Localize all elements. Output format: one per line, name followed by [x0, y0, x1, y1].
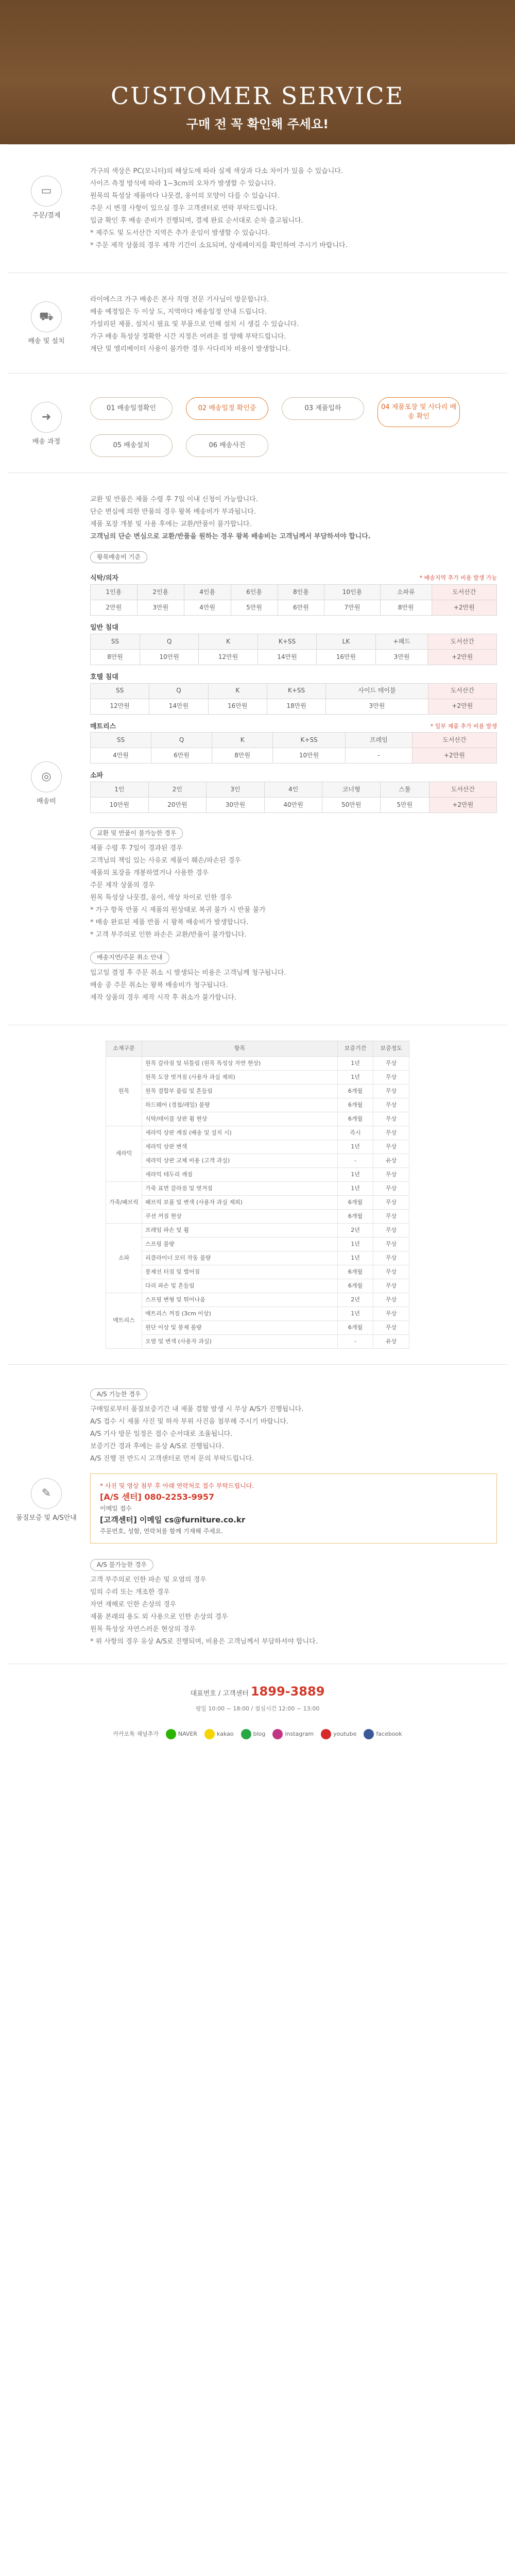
refund-line: 주문 제작 상품의 경우	[90, 882, 155, 890]
warranty-period: 6개월	[337, 1098, 373, 1112]
table-cell: +2만원	[412, 748, 496, 764]
warranty-period: 1년	[337, 1251, 373, 1265]
as-mail-label: 이메일 접수	[100, 1504, 132, 1512]
delivery-line: 가설리된 제품, 설치시 필요 및 부품으로 인해 설치 시 생길 수 있습니다.	[90, 320, 299, 328]
table-cell: 50만원	[322, 798, 381, 813]
warranty-scope: 유상	[373, 1154, 409, 1167]
table-cell: -	[345, 748, 412, 764]
cancel-line: 제작 상품의 경우 제작 시작 후 취소가 불가합니다.	[90, 993, 237, 1002]
refund-line: 제품의 포장을 개봉하였거나 사용한 경우	[90, 869, 209, 877]
order-line: 사이즈 측정 방식에 따라 1~3cm의 오차가 발생할 수 있습니다.	[90, 180, 276, 188]
warranty-row	[106, 1209, 409, 1223]
flow-step: 02 배송일정 확인중	[186, 397, 268, 420]
warranty-group: 소파	[106, 1223, 142, 1293]
warranty-scope: 무상	[373, 1279, 409, 1293]
warranty-period: 2년	[337, 1223, 373, 1237]
refund-line: 고객님의 책임 있는 사유로 제품이 훼손/파손된 경우	[90, 857, 241, 865]
as-unavailable-line: 고객 부주의로 인한 파손 및 오염의 경우	[90, 1575, 207, 1584]
youtube-link[interactable]	[321, 1729, 356, 1739]
table-cell: +2만원	[428, 699, 496, 714]
table-header: 6인용	[231, 584, 278, 600]
order-line: 가구의 색상은 PC(모니터)의 해상도에 따라 실제 색상과 다소 차이가 있을 수 있습니다.	[90, 167, 344, 175]
as-hint: 주문번호, 성함, 연락처를 함께 기재해 주세요.	[100, 1527, 224, 1535]
delivery-line: 배송 예정일은 두 이상 도, 지역마다 배송일정 안내 드립니다.	[90, 308, 267, 316]
warranty-period: 6개월	[337, 1279, 373, 1293]
cancel-line: 입고일 결정 후 주문 취소 시 발생되는 비용은 고객님께 청구됩니다.	[90, 969, 286, 977]
table-title: 매트리스	[90, 722, 116, 731]
footer	[8, 1664, 507, 1808]
flow-step: 05 배송설치	[90, 434, 173, 457]
youtube-icon	[321, 1729, 331, 1739]
shipping-line: 단순 변심에 의한 반품의 경우 왕복 배송비가 부과됩니다.	[90, 508, 256, 516]
warranty-period: 즉시	[337, 1126, 373, 1140]
warranty-scope: 무상	[373, 1293, 409, 1307]
warranty-scope: 무상	[373, 1084, 409, 1098]
truck-icon: ⛟	[31, 301, 62, 332]
table-cell: 10만원	[140, 649, 199, 665]
order-section	[8, 144, 507, 273]
as-line: A/S 접수 시 제품 사진 및 하자 부위 사진을 첨부해 주시기 바랍니다.	[90, 1417, 289, 1426]
warranty-item: 쿠션 꺼짐 현상	[142, 1209, 338, 1223]
delivery-section	[8, 273, 507, 373]
table-header: Q	[151, 733, 212, 748]
table-cell: 12만원	[91, 699, 149, 714]
warranty-row	[106, 1293, 409, 1307]
as-left-label: 품질보증 및 A/S안내	[16, 1514, 77, 1522]
table-header: 스툴	[381, 782, 429, 798]
table-title: 소파	[90, 772, 104, 780]
table-header: 도서산간	[428, 683, 496, 699]
warranty-scope: 무상	[373, 1181, 409, 1195]
warranty-table	[106, 1041, 409, 1349]
table-cell: 7만원	[324, 600, 380, 615]
order-line: 입금 확인 후 배송 준비가 진행되며, 결제 완료 순서대로 순차 출고됩니다.	[90, 217, 303, 225]
table-header: 1인	[91, 782, 149, 798]
tel-label: 대표번호 / 고객센터	[190, 1689, 249, 1698]
warranty-row	[106, 1279, 409, 1293]
table-cell: 3만원	[375, 649, 428, 665]
warranty-scope: 유상	[373, 1334, 409, 1348]
table-header: SS	[91, 683, 149, 699]
as-section	[8, 1364, 507, 1664]
as-unavailable-line: 임의 수리 또는 개조한 경우	[90, 1588, 170, 1596]
flow-label: 배송 과정	[32, 438, 61, 446]
warranty-scope: 무상	[373, 1070, 409, 1084]
warranty-item: 스프링 불량	[142, 1237, 338, 1251]
warranty-row	[106, 1112, 409, 1126]
price-table	[90, 732, 497, 764]
warranty-scope: 무상	[373, 1167, 409, 1181]
warranty-period: 2년	[337, 1293, 373, 1307]
table-header: 사이드 테이블	[326, 683, 428, 699]
as-mail[interactable]: [고객센터] 이메일 cs@furniture.co.kr	[100, 1515, 246, 1524]
table-header: 코너형	[322, 782, 381, 798]
warranty-row	[106, 1070, 409, 1084]
warranty-item: 오염 및 변색 (사용자 과실)	[142, 1334, 338, 1348]
flow-step: 01 배송일정확인	[90, 397, 173, 420]
warranty-scope: 무상	[373, 1320, 409, 1334]
warranty-item: 패브릭 보풀 및 변색 (사용자 과실 제외)	[142, 1195, 338, 1209]
table-header: K	[208, 683, 267, 699]
as-tag: A/S 기능한 경우	[90, 1388, 147, 1400]
table-cell: +2만원	[432, 600, 496, 615]
table-cell: 12만원	[199, 649, 258, 665]
table-cell: 14만원	[258, 649, 316, 665]
table-cell: 3만원	[326, 699, 428, 714]
refund-warning: * 가구 항목 반품 시 제품의 원상태로 복귀 불가 시 반품 불가	[90, 906, 266, 914]
warranty-item: 리클라이너 모터 작동 불량	[142, 1251, 338, 1265]
table-cell: 5만원	[231, 600, 278, 615]
table-cell: 5만원	[381, 798, 429, 813]
table-header: 2인	[148, 782, 207, 798]
table-header: 10인용	[324, 584, 380, 600]
warranty-row	[106, 1307, 409, 1320]
table-cell: 4만원	[91, 748, 151, 764]
table-cell: 20만원	[148, 798, 207, 813]
kakao-icon	[204, 1729, 215, 1739]
order-warning: * 제주도 및 도서산간 지역은 추가 운임이 발생할 수 있습니다.	[90, 229, 270, 237]
warranty-row	[106, 1334, 409, 1348]
social-links	[8, 1729, 507, 1739]
warranty-group: 세라믹	[106, 1126, 142, 1181]
warranty-row	[106, 1223, 409, 1237]
table-cell: 16만원	[317, 649, 375, 665]
warranty-scope: 무상	[373, 1195, 409, 1209]
table-header: K+SS	[267, 683, 325, 699]
warranty-item: 원단 이상 및 봉제 불량	[142, 1320, 338, 1334]
price-table	[90, 782, 497, 813]
table-header: 도서산간	[429, 782, 496, 798]
table-header: 도서산간	[428, 634, 497, 649]
page-title: CUSTOMER SERVICE	[110, 82, 405, 110]
refund-warning: * 고객 부주의로 인한 파손은 교환/반품이 불가합니다.	[90, 931, 247, 939]
refund-line: 원목 특성상 나뭇결, 옹이, 색상 차이로 인한 경우	[90, 894, 232, 902]
warranty-period: -	[337, 1334, 373, 1348]
table-cell: 8만원	[212, 748, 273, 764]
social-label: 카카오톡 채널추가	[113, 1731, 159, 1738]
blog-link[interactable]	[241, 1729, 266, 1739]
table-header: 2인용	[137, 584, 184, 600]
table-header: Q	[140, 634, 199, 649]
instagram-icon	[272, 1729, 283, 1739]
price-table	[90, 634, 497, 665]
table-header: 3인	[207, 782, 265, 798]
table-header: Q	[149, 683, 208, 699]
warranty-scope: 무상	[373, 1140, 409, 1154]
warranty-row	[106, 1167, 409, 1181]
warranty-item: 매트리스 꺼짐 (3cm 이상)	[142, 1307, 338, 1320]
table-cell: 10만원	[273, 748, 346, 764]
warranty-row	[106, 1181, 409, 1195]
table-header: K	[212, 733, 273, 748]
table-header: 4인	[264, 782, 322, 798]
table-cell: 8만원	[91, 649, 140, 665]
box-icon: ◎	[31, 761, 62, 792]
table-cell: 14만원	[149, 699, 208, 714]
table-header: SS	[91, 634, 140, 649]
warranty-item: 봉제선 터짐 및 벌어짐	[142, 1265, 338, 1279]
warranty-row	[106, 1084, 409, 1098]
warranty-item: 원목 결합부 풀림 및 흔들림	[142, 1084, 338, 1098]
shipping-tag: 왕복배송비 기준	[90, 551, 147, 563]
warranty-item: 세라믹 상판 변색	[142, 1140, 338, 1154]
warranty-item: 다리 파손 및 흔들림	[142, 1279, 338, 1293]
warranty-row	[106, 1140, 409, 1154]
flow-step: 03 제품입하	[282, 397, 364, 420]
shipping-label: 배송비	[37, 798, 56, 805]
table-title: 호텔 침대	[90, 673, 118, 681]
order-warning: * 주문 제작 상품의 경우 제작 기간이 소요되며, 상세페이지를 확인하여 주시기 바랍니다.	[90, 242, 348, 249]
price-table	[90, 584, 497, 616]
warranty-item: 세라믹 상판 교체 비용 (고객 과실)	[142, 1154, 338, 1167]
warranty-row	[106, 1265, 409, 1279]
warranty-period: 6개월	[337, 1320, 373, 1334]
warranty-group: 매트리스	[106, 1293, 142, 1348]
table-header: LK	[317, 634, 375, 649]
card-icon: ▭	[31, 176, 62, 207]
warranty-period: 1년	[337, 1307, 373, 1320]
delivery-warning: 가구 배송 특성상 정확한 시간 지정은 어려운 점 양해 부탁드립니다.	[90, 333, 286, 341]
warranty-group: 가죽/패브릭	[106, 1181, 142, 1223]
facebook-icon	[364, 1729, 374, 1739]
cancel-tag: 배송지연/주문 취소 안내	[90, 952, 169, 963]
table-header: K+SS	[273, 733, 346, 748]
instagram-link[interactable]	[272, 1729, 314, 1739]
table-cell: 6만원	[151, 748, 212, 764]
warranty-item: 세라믹 테두리 깨짐	[142, 1167, 338, 1181]
delivery-flow-section	[8, 373, 507, 472]
as-unavailable-tag: A/S 불가능한 경우	[90, 1559, 153, 1571]
refund-line: 제품 수령 후 7일이 경과된 경우	[90, 844, 183, 853]
warranty-row	[106, 1251, 409, 1265]
table-header: 도서산간	[412, 733, 496, 748]
warranty-row	[106, 1195, 409, 1209]
cancel-line: 배송 중 주문 취소는 왕복 배송비가 청구됩니다.	[90, 981, 228, 989]
shipping-warning: 고객님의 단순 변심으로 교환/반품을 원하는 경우 왕복 배송비는 고객님께서 부담하셔야 합니다.	[90, 533, 371, 540]
table-note: * 배송지역 추가 비용 발생 가능	[419, 574, 497, 582]
table-header: K	[199, 634, 258, 649]
warranty-scope: 무상	[373, 1265, 409, 1279]
warranty-item: 하드웨어 (경첩/레일) 불량	[142, 1098, 338, 1112]
warranty-scope: 무상	[373, 1223, 409, 1237]
as-phone[interactable]: [A/S 센터] 080-2253-9957	[100, 1492, 215, 1502]
warranty-scope: 무상	[373, 1251, 409, 1265]
warranty-header: 보증정도	[373, 1041, 409, 1056]
warranty-scope: 무상	[373, 1307, 409, 1320]
warranty-item: 프레임 파손 및 휨	[142, 1223, 338, 1237]
warranty-scope: 무상	[373, 1237, 409, 1251]
table-header: 4인용	[184, 584, 231, 600]
table-cell: 16만원	[208, 699, 267, 714]
shipping-section	[8, 472, 507, 1025]
warranty-period: 6개월	[337, 1112, 373, 1126]
delivery-flow	[90, 397, 497, 457]
warranty-scope: 무상	[373, 1056, 409, 1070]
order-label: 주문/결제	[32, 212, 61, 219]
warranty-period: 1년	[337, 1070, 373, 1084]
social-name: instagram	[285, 1731, 314, 1738]
warranty-item: 스프링 변형 및 튀어나옴	[142, 1293, 338, 1307]
as-unavailable-warning: * 위 사항의 경우 유상 A/S로 진행되며, 비용은 고객님께서 부담하셔야 합니다.	[90, 1637, 318, 1646]
social-name: NAVER	[178, 1731, 198, 1738]
warranty-header: 보증기간	[337, 1041, 373, 1056]
warranty-item: 원목 도장 벗겨짐 (사용자 과실 제외)	[142, 1070, 338, 1084]
table-header: K+SS	[258, 634, 316, 649]
table-cell: 3만원	[137, 600, 184, 615]
warranty-scope: 무상	[373, 1112, 409, 1126]
warranty-item: 세라믹 상판 깨짐 (배송 및 설치 시)	[142, 1126, 338, 1140]
table-header: 도서산간	[432, 584, 496, 600]
warranty-period: 1년	[337, 1237, 373, 1251]
warranty-period: 1년	[337, 1056, 373, 1070]
table-header: 프레임	[345, 733, 412, 748]
warranty-period: -	[337, 1154, 373, 1167]
warranty-period: 1년	[337, 1140, 373, 1154]
table-cell: 40만원	[264, 798, 322, 813]
warranty-row	[106, 1056, 409, 1070]
warranty-item: 식탁/테이블 상판 휨 현상	[142, 1112, 338, 1126]
warranty-row	[106, 1237, 409, 1251]
table-cell: 4만원	[184, 600, 231, 615]
as-unavailable-line: 제품 본래의 용도 외 사용으로 인한 손상의 경우	[90, 1613, 228, 1621]
refund-tag: 교환 및 반품이 불가능한 경우	[90, 827, 183, 839]
table-header: +패드	[375, 634, 428, 649]
table-cell: 30만원	[207, 798, 265, 813]
warranty-period: 6개월	[337, 1195, 373, 1209]
as-warning: A/S 진행 전 반드시 고객센터로 먼저 문의 부탁드립니다.	[90, 1454, 254, 1463]
table-cell: +2만원	[428, 649, 497, 665]
table-header: 1인용	[91, 584, 138, 600]
hero-banner	[0, 0, 515, 144]
flow-step: 04 제품포장 및 사다리 배송 확인	[377, 397, 460, 427]
warranty-section	[8, 1025, 507, 1364]
wrench-icon: ✎	[31, 1478, 62, 1509]
table-title: 일반 침대	[90, 623, 118, 632]
naver-icon	[166, 1729, 176, 1739]
warranty-item: 원목 갈라짐 및 뒤틀림 (원목 특성상 자연 현상)	[142, 1056, 338, 1070]
delivery-warning: 계단 및 엘리베이터 사용이 불가한 경우 사다리차 비용이 발생합니다.	[90, 345, 290, 353]
warranty-row	[106, 1154, 409, 1167]
order-line: 원목의 특성상 제품마다 나뭇결, 옹이의 모양이 다를 수 있습니다.	[90, 192, 280, 200]
footer-tel	[8, 1682, 507, 1701]
social-name: facebook	[376, 1731, 402, 1738]
shipping-line: 제품 포장 개봉 및 사용 후에는 교환/반품이 불가합니다.	[90, 520, 252, 528]
delivery-line: 라이에스크 가구 배송은 본사 직영 전문 기사님이 방문합니다.	[90, 296, 269, 303]
as-unavailable-line: 자연 재해로 인한 손상의 경우	[90, 1600, 177, 1608]
warranty-period: 6개월	[337, 1209, 373, 1223]
warranty-row	[106, 1126, 409, 1140]
delivery-label: 배송 및 설치	[28, 337, 65, 345]
as-contact-box	[90, 1473, 497, 1544]
warranty-scope: 무상	[373, 1098, 409, 1112]
table-cell: 8만원	[380, 600, 432, 615]
warranty-header: 항목	[142, 1041, 338, 1056]
warranty-period: 6개월	[337, 1265, 373, 1279]
warranty-row	[106, 1098, 409, 1112]
as-box-lead: * 사진 및 영상 첨부 후 아래 연락처로 접수 부탁드립니다.	[100, 1482, 254, 1489]
warranty-group: 원목	[106, 1056, 142, 1126]
table-header: 소파류	[380, 584, 432, 600]
blog-icon	[241, 1729, 251, 1739]
facebook-link[interactable]	[364, 1729, 402, 1739]
route-icon: ➜	[31, 402, 62, 433]
as-line: 보증기간 경과 후에는 유상 A/S로 진행됩니다.	[90, 1442, 224, 1450]
footer-hours: 평일 10:00 ~ 18:00 / 점심시간 12:00 ~ 13:00	[195, 1705, 320, 1713]
naver-link[interactable]	[166, 1729, 197, 1739]
warranty-header: 소재구분	[106, 1041, 142, 1056]
page-subtitle: 구매 전 꼭 확인해 주세요!	[186, 117, 329, 131]
warranty-scope: 무상	[373, 1209, 409, 1223]
social-name: blog	[253, 1731, 266, 1738]
kakao-link[interactable]	[204, 1729, 234, 1739]
table-header: SS	[91, 733, 151, 748]
warranty-period: 6개월	[337, 1084, 373, 1098]
table-cell: 10만원	[91, 798, 149, 813]
table-cell: +2만원	[429, 798, 496, 813]
price-table	[90, 683, 497, 715]
social-name: youtube	[333, 1731, 357, 1738]
warranty-row	[106, 1320, 409, 1334]
social-name: kakao	[217, 1731, 234, 1738]
warranty-scope: 무상	[373, 1126, 409, 1140]
refund-warning: * 배송 완료된 제품 반품 시 왕복 배송비가 발생합니다.	[90, 919, 249, 927]
table-note: * 일부 제품 추가 비용 발생	[430, 722, 497, 730]
shipping-line: 교환 및 반품은 제품 수령 후 7일 이내 신청이 가능합니다.	[90, 496, 258, 503]
table-cell: 18만원	[267, 699, 325, 714]
table-cell: 2만원	[91, 600, 138, 615]
as-line: A/S 기사 방문 일정은 접수 순서대로 조율됩니다.	[90, 1430, 233, 1438]
warranty-period: 1년	[337, 1181, 373, 1195]
as-unavailable-line: 원목 특성상 자연스러운 현상의 경우	[90, 1625, 196, 1633]
table-header: 8인용	[278, 584, 324, 600]
warranty-period: 1년	[337, 1167, 373, 1181]
order-line: 주문 시 변경 사항이 있으실 경우 고객센터로 연락 부탁드립니다.	[90, 205, 278, 212]
table-title: 식탁/의자	[90, 574, 118, 583]
warranty-item: 가죽 표면 갈라짐 및 벗겨짐	[142, 1181, 338, 1195]
as-line: 구매일로부터 품질보증기간 내 제품 결함 발생 시 무상 A/S가 진행됩니다.	[90, 1405, 304, 1413]
flow-step: 06 배송사진	[186, 434, 268, 457]
tel-number[interactable]: 1899-3889	[250, 1684, 325, 1699]
table-cell: 6만원	[278, 600, 324, 615]
